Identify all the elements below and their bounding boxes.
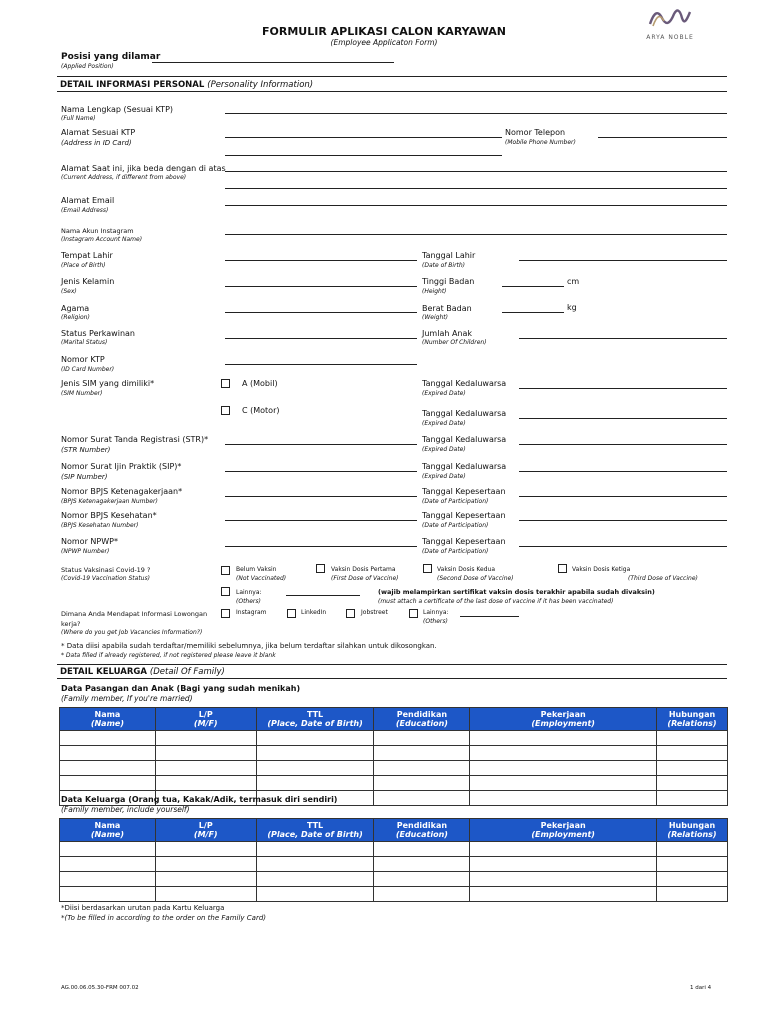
- table-cell[interactable]: [657, 842, 728, 857]
- ktp-input[interactable]: [225, 364, 417, 365]
- section-divider: [57, 664, 727, 665]
- table-row: [60, 746, 728, 761]
- bpjs-tk-participation-sublabel: (Date of Participation): [422, 498, 489, 505]
- family-section-title: DETAIL KELUARGA (Detail Of Family): [60, 667, 225, 677]
- vaccine-first-checkbox[interactable]: [316, 564, 325, 573]
- column-header: Pendidikan (Education): [374, 708, 470, 731]
- email-label: Alamat Email: [61, 196, 115, 205]
- table-cell[interactable]: [470, 887, 657, 902]
- current-address-input-line2[interactable]: [225, 188, 727, 189]
- instagram-label: Nama Akun Instagram: [61, 227, 134, 235]
- personal-footnote: * Data diisi apabila sudah terdaftar/memiliki sebelumnya, jika belum terdaftar silahkan untuk dikosongkan.: [61, 642, 437, 650]
- table-cell[interactable]: [256, 872, 374, 887]
- table-row: [60, 776, 728, 791]
- vaccine-other-label: Lainnya:: [236, 589, 262, 596]
- children-sublabel: (Number Of Children): [422, 339, 487, 346]
- sip-expiry-sublabel: (Expired Date): [422, 473, 466, 480]
- current-address-sublabel: (Current Address, if different from above): [61, 174, 187, 181]
- bpjs-tk-sublabel: (BPJS Ketenagakerjaan Number): [61, 498, 158, 505]
- table-cell[interactable]: [470, 842, 657, 857]
- family-members-table: [59, 818, 728, 902]
- form-title: FORMULIR APLIKASI CALON KARYAWAN: [262, 25, 506, 38]
- height-label: Tinggi Badan: [422, 277, 475, 286]
- table-cell[interactable]: [374, 761, 470, 776]
- column-header: TTL (Place, Date of Birth): [256, 708, 374, 731]
- section-divider: [57, 678, 727, 679]
- source-linkedin-label: LinkedIn: [301, 609, 327, 616]
- source-jobstreet-label: Jobstreet: [361, 609, 388, 616]
- vaccine-none-checkbox[interactable]: [221, 566, 230, 575]
- sim-a-expiry-sublabel: (Expired Date): [422, 390, 466, 397]
- weight-unit: kg: [567, 303, 577, 312]
- source-instagram-label: Instagram: [236, 609, 267, 616]
- full-name-input[interactable]: [225, 113, 727, 114]
- column-header: Hubungan (Relations): [657, 708, 728, 731]
- bpjs-kes-label: Nomor BPJS Kesehatan*: [61, 511, 157, 520]
- vaccine-other-sublabel: (Others): [236, 598, 261, 605]
- phone-sublabel: (Mobile Phone Number): [505, 139, 576, 146]
- table-cell[interactable]: [60, 776, 156, 791]
- table-cell[interactable]: [155, 872, 256, 887]
- sim-c-label: C (Motor): [242, 406, 280, 415]
- logo-mark-icon: [636, 4, 704, 30]
- sex-input[interactable]: [225, 286, 417, 287]
- address-ktp-label: Alamat Sesuai KTP: [61, 128, 136, 137]
- address-ktp-input-line2[interactable]: [225, 155, 502, 156]
- table-cell[interactable]: [60, 842, 156, 857]
- table-cell[interactable]: [60, 761, 156, 776]
- vaccine-other-input[interactable]: [286, 595, 360, 596]
- applied-position-label: Posisi yang dilamar: [61, 52, 161, 62]
- table-cell[interactable]: [374, 887, 470, 902]
- column-header: L/P (M/F): [155, 819, 256, 842]
- table-cell[interactable]: [657, 731, 728, 746]
- table-cell[interactable]: [374, 857, 470, 872]
- table-cell[interactable]: [155, 746, 256, 761]
- job-source-sublabel: (Where do you get Job Vacancies Information?): [61, 629, 203, 636]
- height-sublabel: (Height): [422, 288, 447, 295]
- table-row: [60, 872, 728, 887]
- table-cell[interactable]: [155, 761, 256, 776]
- table-header-row: [60, 819, 728, 842]
- table-cell[interactable]: [657, 872, 728, 887]
- source-other-checkbox[interactable]: [409, 609, 418, 618]
- ktp-sublabel: (ID Card Number): [61, 366, 115, 373]
- sim-c-expiry-input[interactable]: [519, 418, 727, 419]
- str-input[interactable]: [225, 444, 417, 445]
- address-ktp-sublabel: (Address in ID Card): [61, 139, 132, 147]
- vaccine-third-sublabel: (Third Dose of Vaccine): [628, 575, 698, 582]
- vaccine-sublabel: (Covid-19 Vaccination Status): [61, 575, 150, 582]
- sim-c-expiry-label: Tanggal Kedaluwarsa: [422, 409, 507, 418]
- table-cell[interactable]: [470, 791, 657, 806]
- table-row: [60, 761, 728, 776]
- bpjs-tk-input[interactable]: [225, 496, 417, 497]
- table-cell[interactable]: [155, 857, 256, 872]
- vaccine-second-sublabel: (Second Dose of Vaccine): [437, 575, 514, 582]
- bpjs-kes-participation-label: Tanggal Kepesertaan: [422, 511, 506, 520]
- current-address-label: Alamat Saat ini, jika beda dengan di atas: [61, 164, 226, 173]
- vaccine-third-checkbox[interactable]: [558, 564, 567, 573]
- sex-label: Jenis Kelamin: [61, 277, 115, 286]
- height-input[interactable]: [502, 286, 564, 287]
- table-cell[interactable]: [374, 842, 470, 857]
- str-expiry-sublabel: (Expired Date): [422, 446, 466, 453]
- table-cell[interactable]: [470, 776, 657, 791]
- sim-a-expiry-label: Tanggal Kedaluwarsa: [422, 379, 507, 388]
- sim-a-checkbox[interactable]: [221, 379, 230, 388]
- table-cell[interactable]: [657, 857, 728, 872]
- table-cell[interactable]: [256, 887, 374, 902]
- email-sublabel: (Email Address): [61, 207, 109, 214]
- table-row: [60, 887, 728, 902]
- spouse-table-title: Data Pasangan dan Anak (Bagi yang sudah menikah): [61, 684, 301, 693]
- birth-date-label: Tanggal Lahir: [422, 251, 476, 260]
- religion-label: Agama: [61, 304, 90, 313]
- full-name-sublabel: (Full Name): [61, 115, 96, 122]
- table-cell[interactable]: [256, 731, 374, 746]
- vaccine-none-sublabel: (Not Vaccinated): [236, 575, 287, 582]
- column-header: Nama (Name): [60, 819, 156, 842]
- bpjs-kes-sublabel: (BPJS Kesehatan Number): [61, 522, 139, 529]
- sex-sublabel: (Sex): [61, 288, 77, 295]
- table-cell[interactable]: [155, 887, 256, 902]
- table-row: [60, 842, 728, 857]
- bpjs-tk-label: Nomor BPJS Ketenagakerjaan*: [61, 487, 183, 496]
- table-cell[interactable]: [470, 857, 657, 872]
- vaccine-note-en: (must attach a certificate of the last dose of vaccine if it has been vaccinated): [378, 598, 614, 605]
- source-other-input[interactable]: [460, 616, 519, 617]
- sip-label: Nomor Surat Ijin Praktik (SIP)*: [61, 462, 182, 471]
- form-subtitle: (Employee Applicaton Form): [330, 38, 438, 47]
- vaccine-label: Status Vaksinasi Covid-19 ?: [61, 566, 151, 574]
- vaccine-second-checkbox[interactable]: [423, 564, 432, 573]
- str-sublabel: (STR Number): [61, 446, 111, 454]
- source-linkedin-checkbox[interactable]: [287, 609, 296, 618]
- family-note: *Diisi berdasarkan urutan pada Kartu Keluarga: [61, 904, 225, 912]
- sim-c-expiry-sublabel: (Expired Date): [422, 420, 466, 427]
- table-cell[interactable]: [256, 842, 374, 857]
- weight-label: Berat Badan: [422, 304, 472, 313]
- npwp-input[interactable]: [225, 546, 417, 547]
- family-table-title: Data Keluarga (Orang tua, Kakak/Adik, termasuk diri sendiri): [61, 795, 338, 804]
- table-cell[interactable]: [470, 872, 657, 887]
- sip-input[interactable]: [225, 471, 417, 472]
- source-jobstreet-checkbox[interactable]: [346, 609, 355, 618]
- table-cell[interactable]: [60, 857, 156, 872]
- bpjs-kes-input[interactable]: [225, 520, 417, 521]
- instagram-input[interactable]: [225, 234, 727, 235]
- column-header: Pekerjaan (Employment): [470, 819, 657, 842]
- logo-text: ARYA NOBLE: [646, 34, 694, 41]
- address-ktp-input[interactable]: [225, 137, 502, 138]
- sim-label: Jenis SIM yang dimiliki*: [61, 379, 155, 388]
- birth-place-label: Tempat Lahir: [61, 251, 113, 260]
- table-cell[interactable]: [256, 776, 374, 791]
- email-input[interactable]: [225, 205, 727, 206]
- table-cell[interactable]: [155, 731, 256, 746]
- religion-input[interactable]: [225, 312, 417, 313]
- vaccine-third-label: Vaksin Dosis Ketiga: [572, 566, 631, 573]
- vaccine-none-label: Belum Vaksin: [236, 566, 277, 573]
- weight-sublabel: (Weight): [422, 314, 448, 321]
- bpjs-tk-participation-input[interactable]: [519, 496, 727, 497]
- table-cell[interactable]: [374, 731, 470, 746]
- table-cell[interactable]: [60, 872, 156, 887]
- column-header: Nama (Name): [60, 708, 156, 731]
- phone-label: Nomor Telepon: [505, 128, 566, 137]
- table-cell[interactable]: [657, 887, 728, 902]
- table-cell[interactable]: [374, 776, 470, 791]
- str-label: Nomor Surat Tanda Registrasi (STR)*: [61, 435, 209, 444]
- npwp-participation-label: Tanggal Kepesertaan: [422, 537, 506, 546]
- source-other-label: Lainnya:: [423, 609, 449, 616]
- table-cell[interactable]: [60, 887, 156, 902]
- table-cell[interactable]: [374, 746, 470, 761]
- page-number: 1 dari 4: [690, 985, 712, 991]
- family-table-subtitle: (Family member, include yourself): [61, 805, 190, 814]
- table-cell[interactable]: [657, 776, 728, 791]
- birth-place-sublabel: (Place of Birth): [61, 262, 106, 269]
- sim-sublabel: (SIM Number): [61, 390, 103, 397]
- npwp-label: Nomor NPWP*: [61, 537, 118, 546]
- str-expiry-input[interactable]: [519, 444, 727, 445]
- form-code: AG.00.06.05.30-FRM 007.02: [61, 985, 139, 991]
- birth-date-input[interactable]: [519, 260, 727, 261]
- ktp-label: Nomor KTP: [61, 355, 105, 364]
- npwp-participation-sublabel: (Date of Participation): [422, 548, 489, 555]
- height-unit: cm: [567, 277, 580, 286]
- table-cell[interactable]: [155, 776, 256, 791]
- vaccine-second-label: Vaksin Dosis Kedua: [437, 566, 496, 573]
- table-cell[interactable]: [256, 857, 374, 872]
- column-header: Pendidikan (Education): [374, 819, 470, 842]
- birth-place-input[interactable]: [225, 260, 417, 261]
- weight-input[interactable]: [502, 312, 564, 313]
- full-name-label: Nama Lengkap (Sesuai KTP): [61, 105, 174, 114]
- npwp-participation-input[interactable]: [519, 546, 727, 547]
- children-label: Jumlah Anak: [422, 329, 473, 338]
- phone-input[interactable]: [598, 137, 727, 138]
- personal-footnote-en: * Data filled if already registered, if not registered please leave it blank: [61, 652, 276, 659]
- sip-expiry-input[interactable]: [519, 471, 727, 472]
- personal-section-title: DETAIL INFORMASI PERSONAL (Personality Information): [60, 80, 314, 90]
- table-cell[interactable]: [657, 791, 728, 806]
- section-divider: [57, 76, 727, 77]
- spouse-table-subtitle: (Family member, If you're married): [61, 694, 193, 703]
- company-logo: [636, 4, 704, 42]
- table-cell[interactable]: [470, 731, 657, 746]
- vaccine-first-sublabel: (First Dose of Vaccine): [331, 575, 399, 582]
- table-row: [60, 731, 728, 746]
- column-header: Hubungan (Relations): [657, 819, 728, 842]
- sip-expiry-label: Tanggal Kedaluwarsa: [422, 462, 507, 471]
- children-input[interactable]: [519, 338, 727, 339]
- spouse-children-table: [59, 707, 728, 806]
- current-address-input[interactable]: [225, 171, 727, 172]
- bpjs-tk-participation-label: Tanggal Kepesertaan: [422, 487, 506, 496]
- instagram-sublabel: (Instagram Account Name): [61, 236, 143, 243]
- birth-date-sublabel: (Date of Birth): [422, 262, 466, 269]
- job-source-label: Dimana Anda Mendapat Informasi Lowongan kerja?: [61, 610, 208, 628]
- family-note-en: *(To be filled in according to the order on the Family Card): [61, 914, 267, 922]
- column-header: TTL (Place, Date of Birth): [256, 819, 374, 842]
- source-other-sublabel: (Others): [423, 618, 448, 625]
- applied-position-input[interactable]: [152, 62, 394, 63]
- table-cell[interactable]: [155, 842, 256, 857]
- table-cell[interactable]: [374, 791, 470, 806]
- section-divider: [57, 91, 727, 92]
- vaccine-first-label: Vaksin Dosis Pertama: [331, 566, 396, 573]
- table-row: [60, 857, 728, 872]
- table-cell[interactable]: [60, 746, 156, 761]
- sim-a-expiry-input[interactable]: [519, 388, 727, 389]
- table-cell[interactable]: [60, 731, 156, 746]
- table-cell[interactable]: [256, 761, 374, 776]
- table-cell[interactable]: [374, 872, 470, 887]
- table-cell[interactable]: [657, 761, 728, 776]
- table-cell[interactable]: [470, 761, 657, 776]
- bpjs-kes-participation-sublabel: (Date of Participation): [422, 522, 489, 529]
- column-header: Pekerjaan (Employment): [470, 708, 657, 731]
- religion-sublabel: (Religion): [61, 314, 90, 321]
- column-header: L/P (M/F): [155, 708, 256, 731]
- vaccine-note: (wajib melampirkan sertifikat vaksin dosis terakhir apabila sudah divaksin): [378, 588, 655, 596]
- table-cell[interactable]: [256, 746, 374, 761]
- marital-label: Status Perkawinan: [61, 329, 135, 338]
- source-instagram-checkbox[interactable]: [221, 609, 230, 618]
- sip-sublabel: (SIP Number): [61, 473, 108, 481]
- applied-position-sublabel: (Applied Position): [61, 63, 114, 70]
- bpjs-kes-participation-input[interactable]: [519, 520, 727, 521]
- table-cell[interactable]: [657, 746, 728, 761]
- vaccine-other-checkbox[interactable]: [221, 587, 230, 596]
- sim-c-checkbox[interactable]: [221, 406, 230, 415]
- table-cell[interactable]: [470, 746, 657, 761]
- str-expiry-label: Tanggal Kedaluwarsa: [422, 435, 507, 444]
- npwp-sublabel: (NPWP Number): [61, 548, 110, 555]
- sim-a-label: A (Mobil): [242, 379, 278, 388]
- marital-input[interactable]: [225, 338, 417, 339]
- marital-sublabel: (Marital Status): [61, 339, 108, 346]
- table-header-row: [60, 708, 728, 731]
